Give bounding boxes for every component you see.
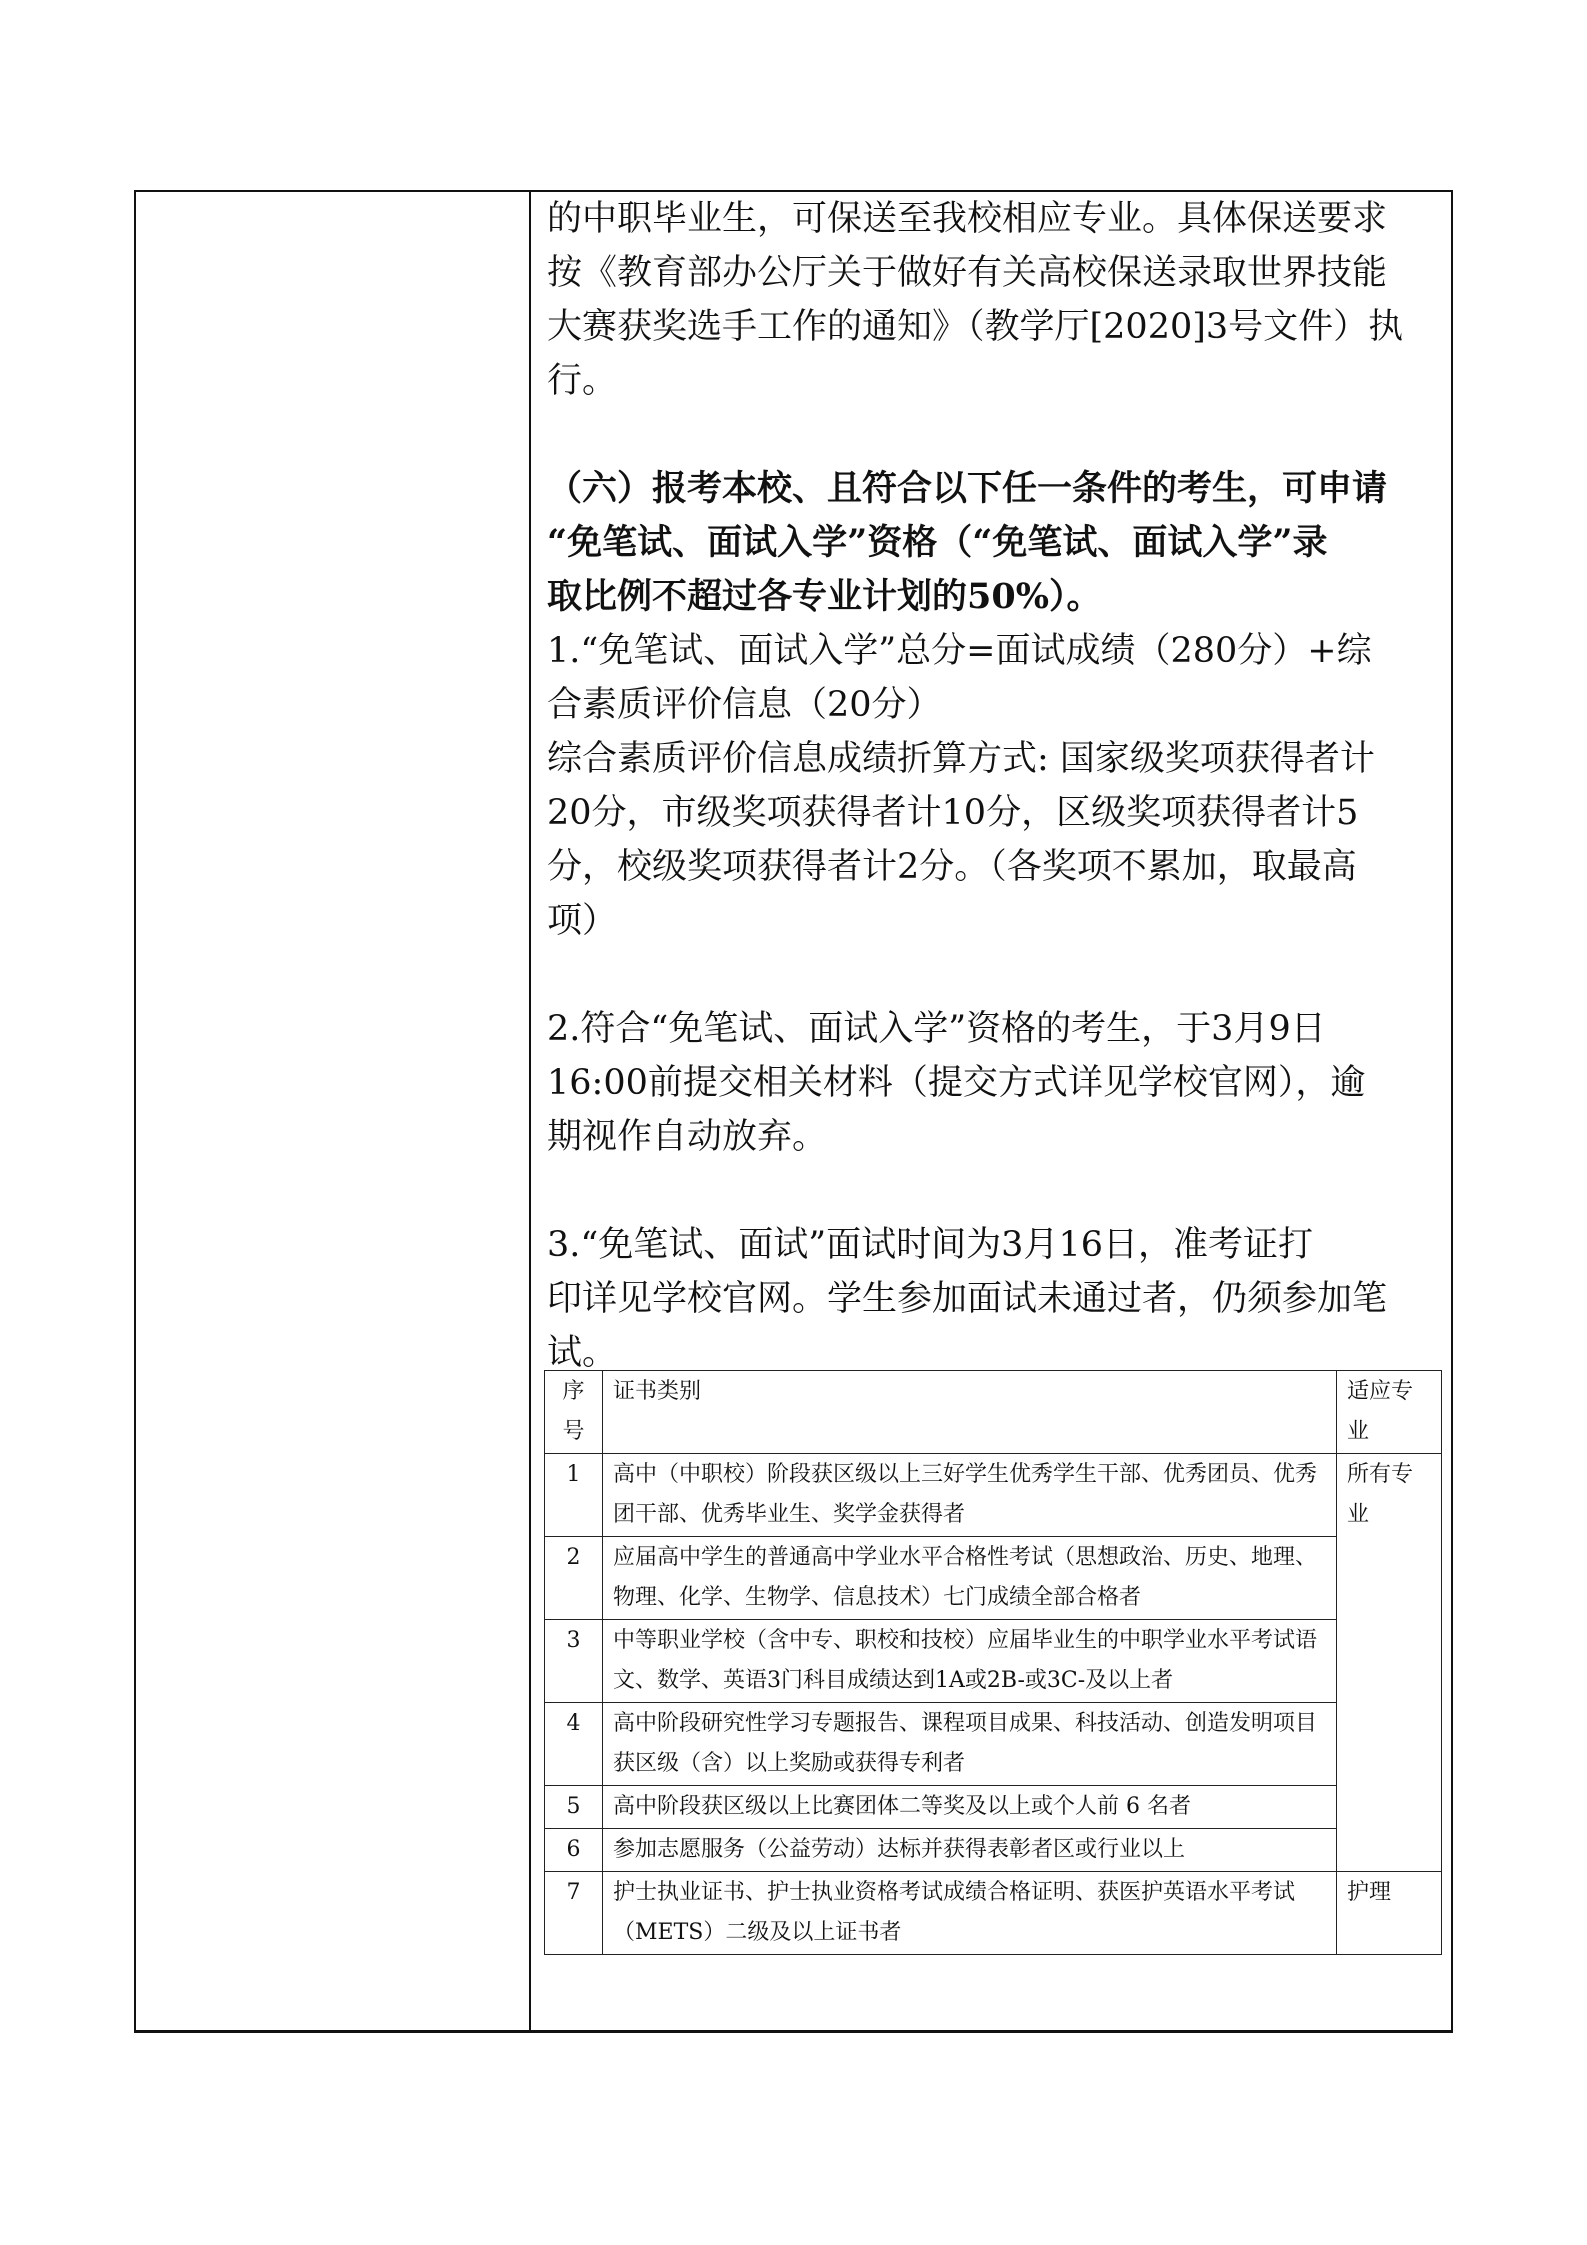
item1-line: 合素质评价信息（20分） — [547, 685, 942, 725]
item1-line: 1.“免笔试、面试入学”总分=面试成绩（280分）+综 — [547, 631, 1372, 671]
row-category: 护士执业证书、护士执业资格考试成绩合格证明、获医护英语水平考试（METS）二级及以上证书者 — [603, 1872, 1337, 1955]
row-category: 中等职业学校（含中专、职校和技校）应届毕业生的中职学业水平考试语文、数学、英语3门科目成绩达到1A或2B-或3C-及以上者 — [603, 1620, 1337, 1703]
item3-line: 3.“免笔试、面试”面试时间为3月16日，准考证打 — [547, 1225, 1313, 1265]
row-major-all: 所有专业 — [1337, 1454, 1442, 1872]
row-category: 高中阶段研究性学习专题报告、课程项目成果、科技活动、创造发明项目获区级（含）以上奖励或获得专利者 — [603, 1703, 1337, 1786]
table-header-row — [545, 1371, 1442, 1454]
certificate-table-wrap — [544, 1370, 1442, 1955]
row-no: 7 — [545, 1872, 603, 1955]
row-no: 5 — [545, 1786, 603, 1829]
intro-line: 行。 — [547, 361, 618, 401]
item2-line: 期视作自动放弃。 — [547, 1117, 828, 1157]
row-category: 应届高中学生的普通高中学业水平合格性考试（思想政治、历史、地理、物理、化学、生物学、信息技术）七门成绩全部合格者 — [603, 1537, 1337, 1620]
content-column — [547, 192, 1439, 1380]
intro-line: 按《教育部办公厅关于做好有关高校保送录取世界技能 — [547, 253, 1388, 293]
row-no: 2 — [545, 1537, 603, 1620]
header-category: 证书类别 — [603, 1371, 1337, 1454]
header-no: 序号 — [545, 1371, 603, 1454]
table-row — [545, 1454, 1442, 1537]
table-row — [545, 1829, 1442, 1872]
intro-line: 大赛获奖选手工作的通知》（教学厅[2020]3号文件）执 — [547, 307, 1404, 347]
section6-heading-line: （六）报考本校、且符合以下任一条件的考生，可申请 — [547, 468, 1388, 509]
table-row — [545, 1872, 1442, 1955]
row-category: 参加志愿服务（公益劳动）达标并获得表彰者区或行业以上 — [603, 1829, 1337, 1872]
row-category: 高中（中职校）阶段获区级以上三好学生优秀学生干部、优秀团员、优秀团干部、优秀毕业生、奖学金获得者 — [603, 1454, 1337, 1537]
row-no: 4 — [545, 1703, 603, 1786]
header-major: 适应专业 — [1337, 1371, 1442, 1454]
row-no: 3 — [545, 1620, 603, 1703]
item2-line: 2.符合“免笔试、面试入学”资格的考生，于3月9日 — [547, 1009, 1326, 1049]
item1-line: 20分，市级奖项获得者计10分，区级奖项获得者计5 — [547, 793, 1359, 833]
table-row — [545, 1786, 1442, 1829]
column-divider — [529, 192, 531, 2030]
row-no: 6 — [545, 1829, 603, 1872]
document-frame — [134, 190, 1453, 2033]
table-row — [545, 1620, 1442, 1703]
item2-line: 16:00前提交相关材料（提交方式详见学校官网），逾 — [547, 1063, 1366, 1103]
table-row — [545, 1703, 1442, 1786]
item1-line: 项） — [547, 901, 618, 941]
section6-heading-line: 取比例不超过各专业计划的50%）。 — [547, 576, 1102, 617]
item3-line: 印详见学校官网。学生参加面试未通过者，仍须参加笔 — [547, 1279, 1388, 1319]
row-major-nursing: 护理 — [1337, 1872, 1442, 1955]
intro-line: 的中职毕业生，可保送至我校相应专业。具体保送要求 — [547, 199, 1388, 239]
table-row — [545, 1537, 1442, 1620]
row-no: 1 — [545, 1454, 603, 1537]
item1-line: 综合素质评价信息成绩折算方式: 国家级奖项获得者计 — [547, 739, 1375, 779]
section6-heading-line: “免笔试、面试入学”资格（“免笔试、面试入学”录 — [547, 522, 1328, 563]
item1-line: 分，校级奖项获得者计2分。（各奖项不累加，取最高 — [547, 847, 1357, 887]
row-category: 高中阶段获区级以上比赛团体二等奖及以上或个人前 6 名者 — [603, 1786, 1337, 1829]
certificate-table — [544, 1370, 1442, 1955]
item3-line: 试。 — [547, 1333, 618, 1373]
